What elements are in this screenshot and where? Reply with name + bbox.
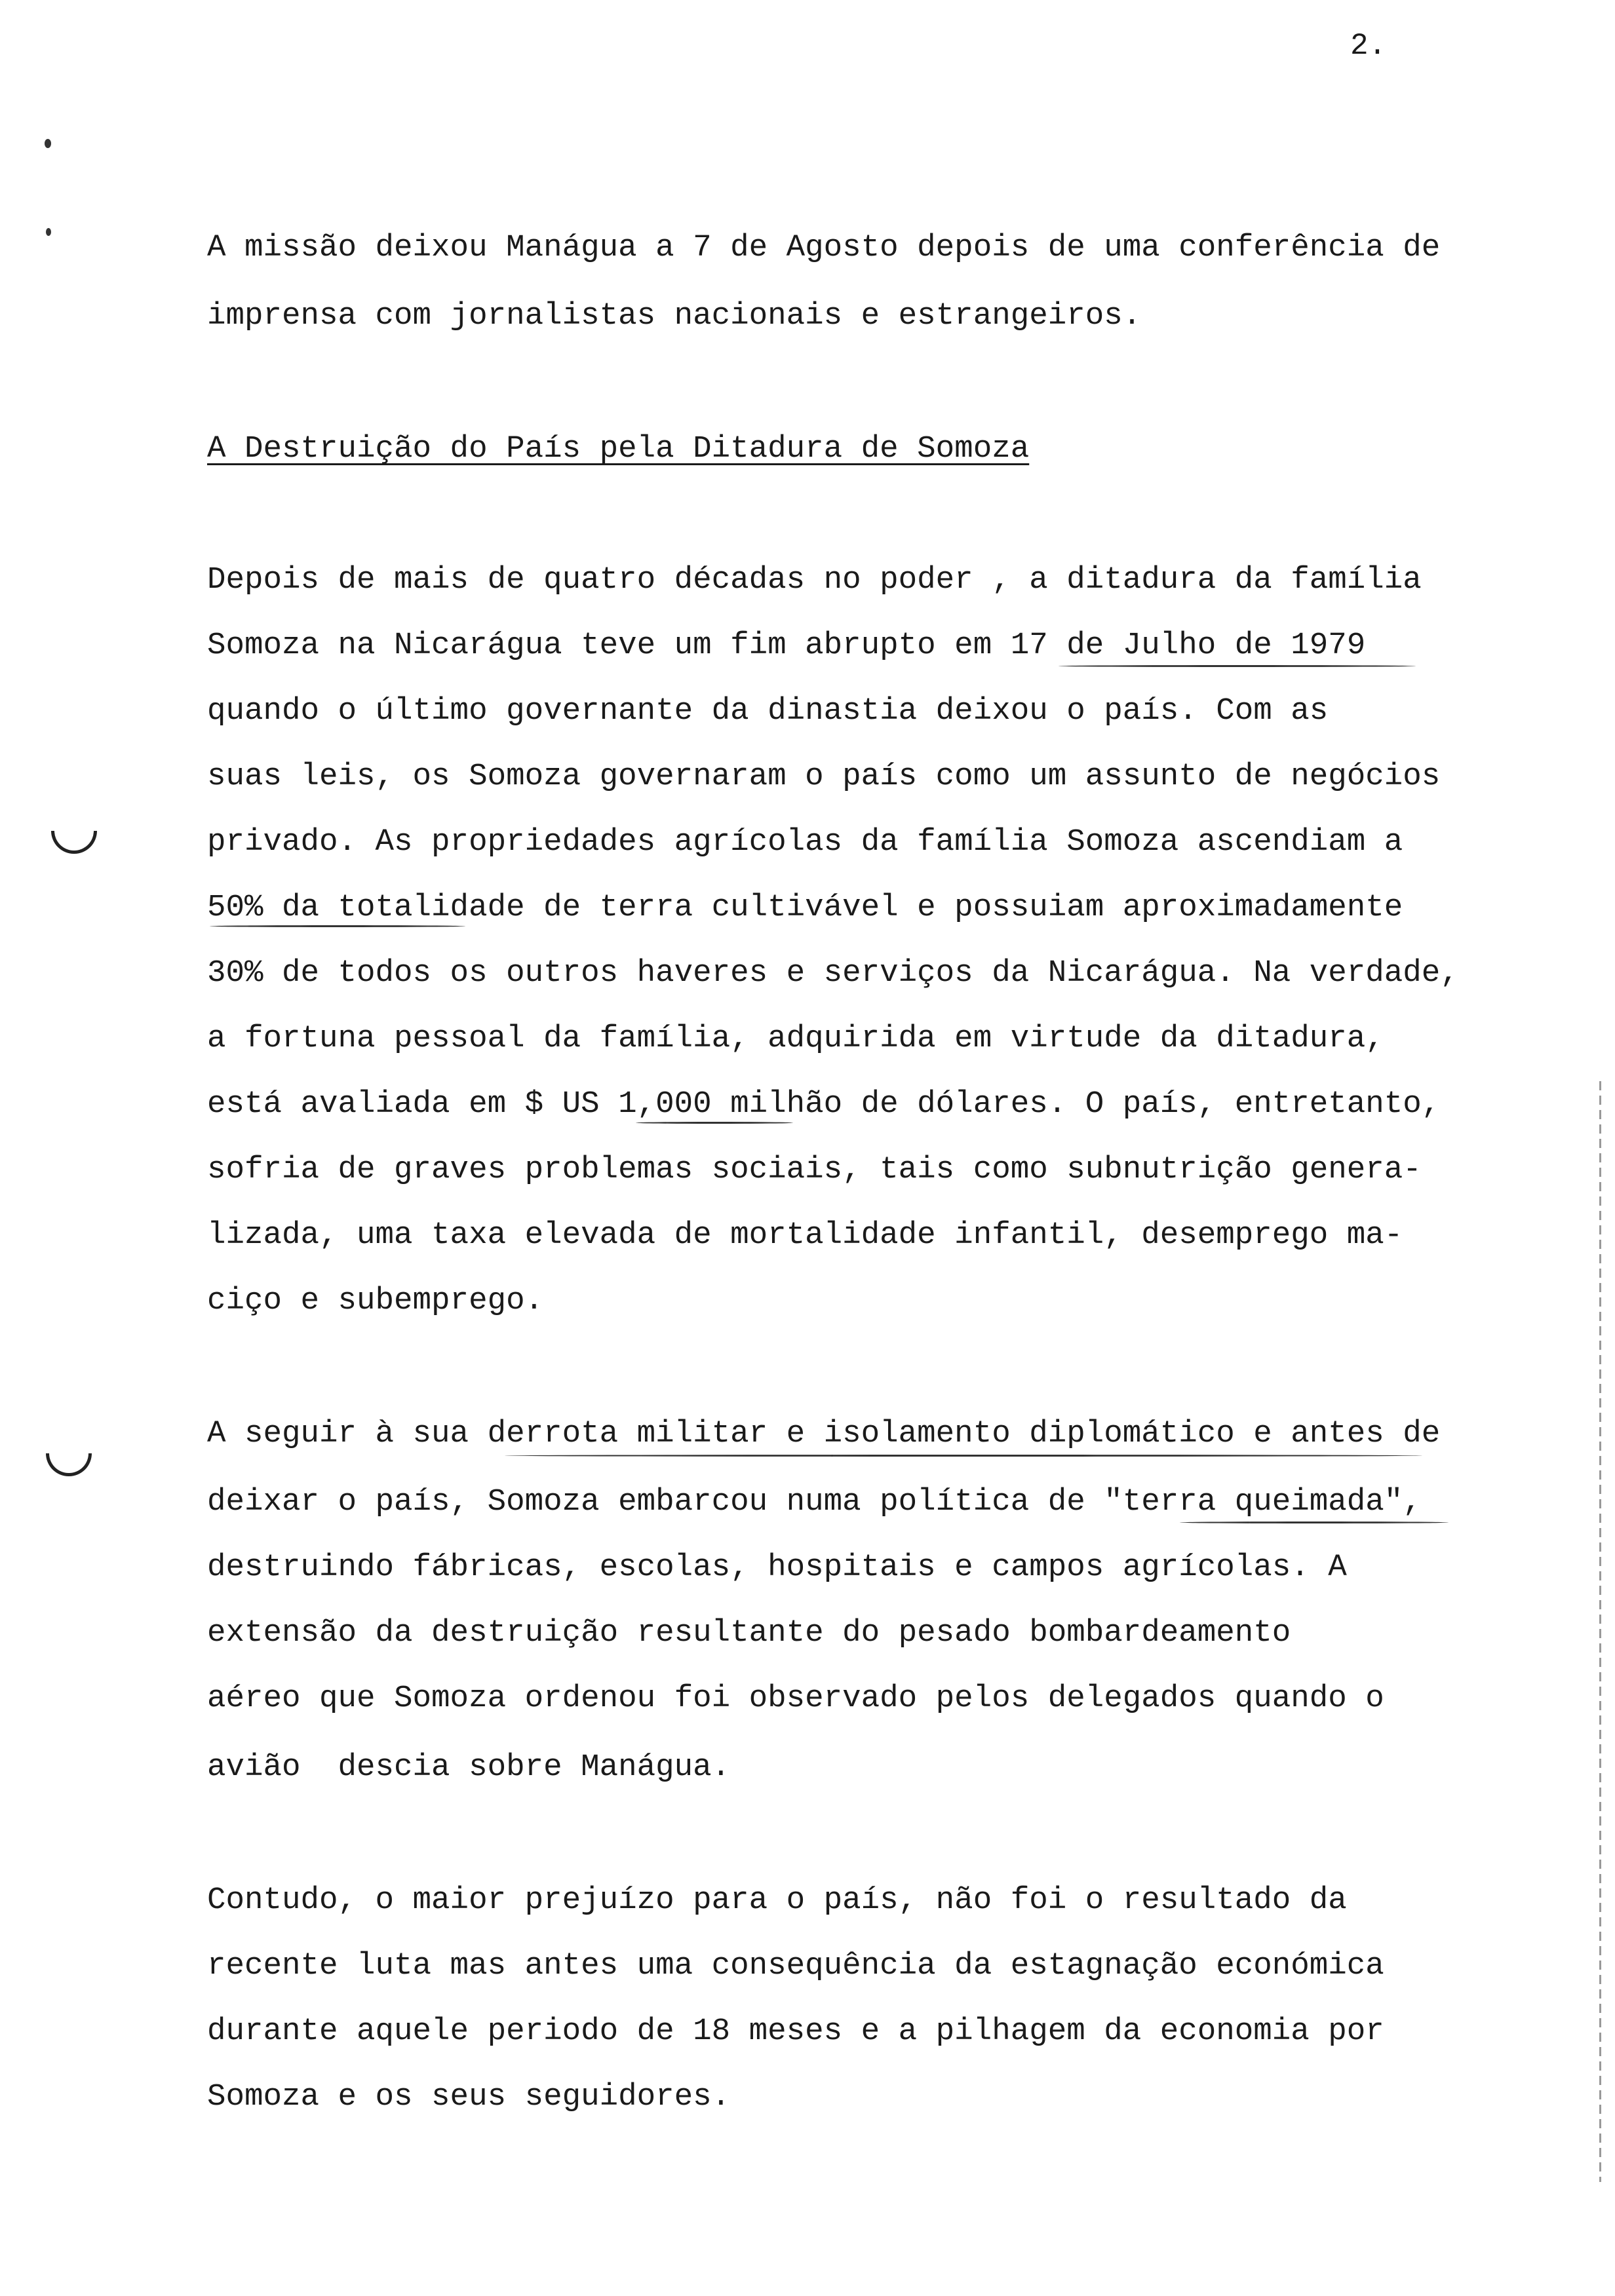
paragraph-1-line: sofria de graves problemas sociais, tais como subnutrição genera- [207,1152,1422,1187]
handwritten-underline [1059,665,1416,667]
paragraph-3-line: durante aquele periodo de 18 meses e a pilhagem da economia por [207,2014,1384,2049]
paragraph-1-line: a fortuna pessoal da família, adquirida em virtude da ditadura, [207,1021,1384,1056]
handwritten-underline [505,1455,1422,1457]
paragraph-1-line: 30% de todos os outros haveres e serviços da Nicarágua. Na verdade, [207,955,1459,991]
paragraph-2-line: extensão da destruição resultante do pesado bombardeamento [207,1615,1291,1651]
paragraph-2-line: aéreo que Somoza ordenou foi observado pelos delegados quando o [207,1681,1384,1716]
paragraph-3-line: recente luta mas antes uma consequência da estagnação económica [207,1948,1384,1983]
paragraph-2-line: A seguir à sua derrota militar e isolamento diplomático e antes de [207,1416,1441,1451]
section-heading: A Destruição do País pela Ditadura de Somoza [207,431,1030,467]
scan-speck [46,228,51,236]
paragraph-2-line: deixar o país, Somoza embarcou numa política de "terra queimada", [207,1484,1422,1520]
scan-speck [45,139,51,148]
handwritten-underline [636,1122,793,1124]
page-number: 2. [1350,29,1387,63]
paragraph-1-line: ciço e subemprego. [207,1283,544,1318]
paragraph-1-line: privado. As propriedades agrícolas da família Somoza ascendiam a [207,824,1403,860]
handwritten-underline [1180,1521,1449,1523]
paragraph-3-line: Somoza e os seus seguidores. [207,2079,731,2114]
paragraph-1-line: lizada, uma taxa elevada de mortalidade infantil, desemprego ma- [207,1217,1403,1253]
paragraph-1-line: está avaliada em $ US 1,000 milhão de dólares. O país, entretanto, [207,1086,1441,1122]
scan-edge [1599,1081,1601,2182]
margin-check-mark [46,1453,92,1476]
paragraph-1-line: quando o último governante da dinastia deixou o país. Com as [207,693,1329,729]
paragraph-3-line: Contudo, o maior prejuízo para o país, não foi o resultado da [207,1883,1347,1918]
paragraph-2-line: avião descia sobre Manágua. [207,1750,731,1785]
paragraph-1-line: 50% da totalidade de terra cultivável e possuiam aproximadamente [207,890,1403,925]
paragraph-2-line: destruindo fábricas, escolas, hospitais e campos agrícolas. A [207,1550,1347,1585]
margin-check-mark [51,831,97,854]
paragraph-1-line: Somoza na Nicarágua teve um fim abrupto em 17 de Julho de 1979 [207,628,1366,663]
intro-line: imprensa com jornalistas nacionais e estrangeiros. [207,298,1142,334]
handwritten-underline [210,925,465,927]
paragraph-1-line: Depois de mais de quatro décadas no poder , a ditadura da família [207,562,1422,598]
paragraph-1-line: suas leis, os Somoza governaram o país como um assunto de negócios [207,759,1441,794]
intro-line: A missão deixou Manágua a 7 de Agosto depois de uma conferência de [207,230,1441,265]
